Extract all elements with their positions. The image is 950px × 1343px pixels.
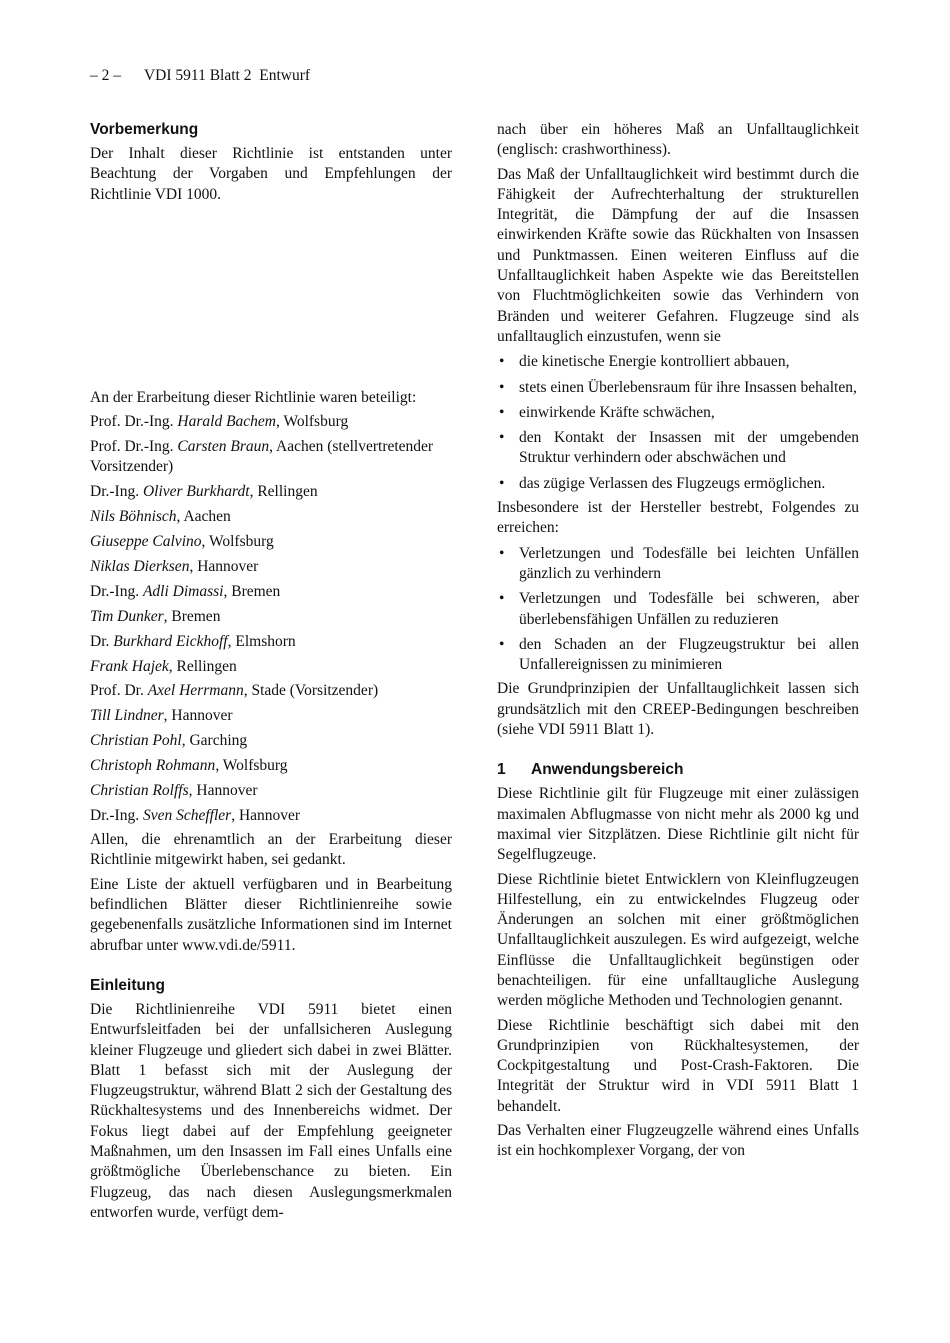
einleitung-text-part1: Die Richtlinienreihe VDI 5911 bietet einen Entwurfsleitfaden bei der unfallsicheren Auslegung kleiner Flugzeuge und gliedert sich dabei in zwei Blätter. Blatt 1 befasst sich mit der Auslegung der Flugzeugstruktur, während Blatt 2 sich der Gestaltung des Rückhaltesystems und des Innenbereichs widmet. Der Fokus liegt dabei auf der Empfehlung geeigneter Maßnahmen, um den Insassen im Fall eines Unfalls eine größtmögliche Überlebenschance zu bieten. Ein Flugzeug, das nach diesen Auslegungsmerkmalen entworfen wurde, verfügt dem- xyxy=(90,1000,452,1221)
blank-space xyxy=(90,205,452,388)
contributor-location: , Elmshorn xyxy=(227,632,296,650)
contributor-location: , Aachen xyxy=(176,508,231,526)
list-item-text: das zügige Verlassen des Flugzeugs ermöglichen. xyxy=(519,474,826,492)
contributor-title: Dr.-Ing. xyxy=(90,582,143,600)
criteria-item xyxy=(497,378,859,398)
contributor-entry xyxy=(90,632,452,652)
contributor-entry xyxy=(90,806,452,826)
list-item-text: Verletzungen und Todesfälle bei schweren, aber überlebensfähigen Unfällen zu reduzieren xyxy=(519,590,859,628)
contributor-name: Adli Dimassi xyxy=(142,582,224,600)
goal-item xyxy=(497,589,859,630)
contributor-name: Axel Herrmann xyxy=(147,682,244,700)
right-column xyxy=(497,120,859,1162)
section-1-paragraph-2: Diese Richtlinie bietet Entwicklern von Kleinflugzeugen Hilfestellung, ein zu entwickelndes Flugzeug oder Änderungen an solchen mit einer größtmöglichen Unfalltauglichkeit auszulegen. Es wird aufgezeigt, welche Einflüsse die Unfalltauglichkeit begünstigen oder benachteiligen. für eine unfalltaugliche Auslegung werden mögliche Methoden und Technologien genannt. xyxy=(497,870,859,1010)
bullet-icon: • xyxy=(499,353,505,371)
section-1-paragraph-3: Diese Richtlinie beschäftigt sich dabei mit den Grundprinzipien von Rückhaltesystemen, der Cockpitgestaltung und Post-Crash-Faktoren. Die Integrität der Struktur wird in VDI 5911 Blatt 1 behandelt. xyxy=(497,1016,859,1115)
bullet-icon: • xyxy=(499,590,505,608)
contributor-location: , Wolfsburg xyxy=(275,413,349,431)
contributor-name: Nils Böhnisch xyxy=(90,508,177,526)
contributor-name: Christian Rolffs xyxy=(90,781,189,799)
einleitung-text4: Die Grundprinzipien der Unfalltauglichkeit lassen sich grundsätzlich mit den CREEP-Bedingungen beschreiben (siehe VDI 5911 Blatt 1). xyxy=(497,680,859,739)
contributor-name: Tim Dunker xyxy=(90,607,164,625)
contributor-location: , Wolfsburg xyxy=(215,757,288,775)
contributor-title: Prof. Dr.-Ing. xyxy=(90,413,178,431)
contributor-entry xyxy=(90,482,452,502)
contributor-title: Dr.-Ing. xyxy=(90,483,143,501)
einleitung-text3: Insbesondere ist der Hersteller bestrebt, Folgendes zu erreichen: xyxy=(497,499,859,537)
criteria-item xyxy=(497,428,859,469)
contributor-entry xyxy=(90,731,452,751)
contributor-name: Niklas Dierksen xyxy=(90,557,190,575)
list-info-text: Eine Liste der aktuell verfügbaren und in Bearbeitung befindlichen Blätter dieser Richtlinienreihe sowie gegebenenfalls zusätzliche Informationen sind im Internet abrufbar unter www.vdi.de/5911. xyxy=(90,875,452,954)
bullet-icon: • xyxy=(499,403,505,421)
contributor-location: , Hannover xyxy=(188,781,258,799)
contributor-title: Prof. Dr.-Ing. xyxy=(90,438,178,456)
einleitung-text-part2: nach über ein höheres Maß an Unfalltauglichkeit (englisch: crashworthiness). xyxy=(497,121,859,159)
bullet-icon: • xyxy=(499,635,505,653)
bullet-icon: • xyxy=(499,378,505,396)
contributor-entry xyxy=(90,437,452,478)
contributor-entry xyxy=(90,532,452,552)
list-item-text: den Kontakt der Insassen mit der umgebenden Struktur verhindern oder abschwächen und xyxy=(519,429,859,467)
contributor-entry xyxy=(90,507,452,527)
criteria-item xyxy=(497,474,859,494)
criteria-list xyxy=(497,352,859,494)
goals-list xyxy=(497,544,859,676)
contributor-name: Giuseppe Calvino xyxy=(90,533,202,551)
contributor-entry xyxy=(90,657,452,677)
contributor-name: Carsten Braun xyxy=(177,438,270,456)
contributor-location: , Garching xyxy=(181,732,248,750)
criteria-item xyxy=(497,403,859,423)
left-column xyxy=(90,120,452,1223)
contributor-title: Dr.-Ing. xyxy=(90,806,143,824)
contributor-name: Burkhard Eickhoff xyxy=(113,632,228,650)
contributor-name: Christoph Rohmann xyxy=(90,757,216,775)
section-1-paragraph-1: Diese Richtlinie gilt für Flugzeuge mit einer zulässigen maximalen Abflugmasse von nicht mehr als 2000 kg und maximal vier Sitzplätzen. Diese Richtlinie gilt nicht für Segelflugzeuge. xyxy=(497,785,859,864)
bullet-icon: • xyxy=(499,544,505,562)
contributor-location: , Aachen (stellvertretender Vorsitzender) xyxy=(90,438,434,476)
section-1-heading xyxy=(497,760,859,780)
section-number: 1 xyxy=(497,761,506,779)
contributor-title: Prof. Dr. xyxy=(90,682,148,700)
contributor-location: , Wolfsburg xyxy=(201,533,274,551)
contributors-intro: An der Erarbeitung dieser Richtlinie waren beteiligt: xyxy=(90,388,417,406)
einleitung-heading: Einleitung xyxy=(90,976,165,994)
contributor-location: , Hannover xyxy=(163,707,233,725)
page-header xyxy=(90,67,310,85)
contributor-entry xyxy=(90,681,452,701)
criteria-item xyxy=(497,352,859,372)
contributor-name: Frank Hajek xyxy=(90,657,169,675)
goal-item xyxy=(497,544,859,585)
contributor-name: Harald Bachem xyxy=(177,413,276,431)
list-item-text: den Schaden an der Flugzeugstruktur bei allen Unfallereignissen zu minimieren xyxy=(519,635,859,674)
bullet-icon: • xyxy=(499,474,505,492)
contributor-entry xyxy=(90,756,452,776)
contributor-entry xyxy=(90,582,452,602)
contributors-list xyxy=(90,412,452,826)
list-item-text: die kinetische Energie kontrolliert abbauen, xyxy=(519,353,790,371)
contributor-location: , Bremen xyxy=(223,582,281,600)
section-1-paragraph-4: Das Verhalten einer Flugzeugzelle während eines Unfalls ist ein hochkomplexer Vorgang, der von xyxy=(497,1122,859,1160)
contributor-name: Christian Pohl xyxy=(90,732,182,750)
vorbemerkung-heading: Vorbemerkung xyxy=(90,121,199,138)
page-number: – 2 – xyxy=(90,67,121,84)
bullet-icon: • xyxy=(499,429,505,447)
contributor-name: Till Lindner xyxy=(90,707,164,725)
vorbemerkung-text: Der Inhalt dieser Richtlinie ist entstanden unter Beachtung der Vorgaben und Empfehlungen der Richtlinie VDI 1000. xyxy=(90,145,452,203)
contributor-location: , Rellingen xyxy=(168,657,237,675)
section-title: Anwendungsbereich xyxy=(531,761,684,779)
contributor-location: , Hannover xyxy=(231,806,301,824)
list-item-text: einwirkende Kräfte schwächen, xyxy=(519,403,715,421)
list-item-text: stets einen Überlebensraum für ihre Insassen behalten, xyxy=(519,378,857,396)
list-item-text: Verletzungen und Todesfälle bei leichten Unfällen gänzlich zu verhindern xyxy=(519,544,859,582)
contributor-entry xyxy=(90,412,452,432)
contributor-entry xyxy=(90,607,452,627)
contributor-location: , Bremen xyxy=(163,607,221,625)
contributor-location: , Rellingen xyxy=(249,483,318,501)
contributor-entry xyxy=(90,706,452,726)
einleitung-text2: Das Maß der Unfalltauglichkeit wird bestimmt durch die Fähigkeit der Aufrechterhaltung der strukturellen Integrität, die Dämpfung der auf die Insassen einwirkenden Kräfte sowie das Rückhalten von Insassen und Punktmassen. Einen weiteren Einfluss auf die Unfalltauglichkeit haben Aspekte wie das Bereitstellen von Fluchtmöglichkeiten sowie das Verhindern von Bränden und weiterer Gefahren. Flugzeuge sind als unfalltauglich einzustufen, wenn sie xyxy=(497,165,859,345)
contributor-title: Dr. xyxy=(90,632,114,650)
contributor-location: , Hannover xyxy=(189,557,259,575)
thanks-text: Allen, die ehrenamtlich an der Erarbeitung dieser Richtlinie mitgewirkt haben, sei gedankt. xyxy=(90,831,452,869)
document-title: VDI 5911 Blatt 2 Entwurf xyxy=(143,67,311,84)
contributor-entry xyxy=(90,557,452,577)
contributor-name: Sven Scheffler xyxy=(142,806,232,824)
contributor-entry xyxy=(90,781,452,801)
contributor-location: , Stade (Vorsitzender) xyxy=(243,682,379,700)
contributor-name: Oliver Burkhardt xyxy=(142,483,250,501)
goal-item xyxy=(497,635,859,676)
